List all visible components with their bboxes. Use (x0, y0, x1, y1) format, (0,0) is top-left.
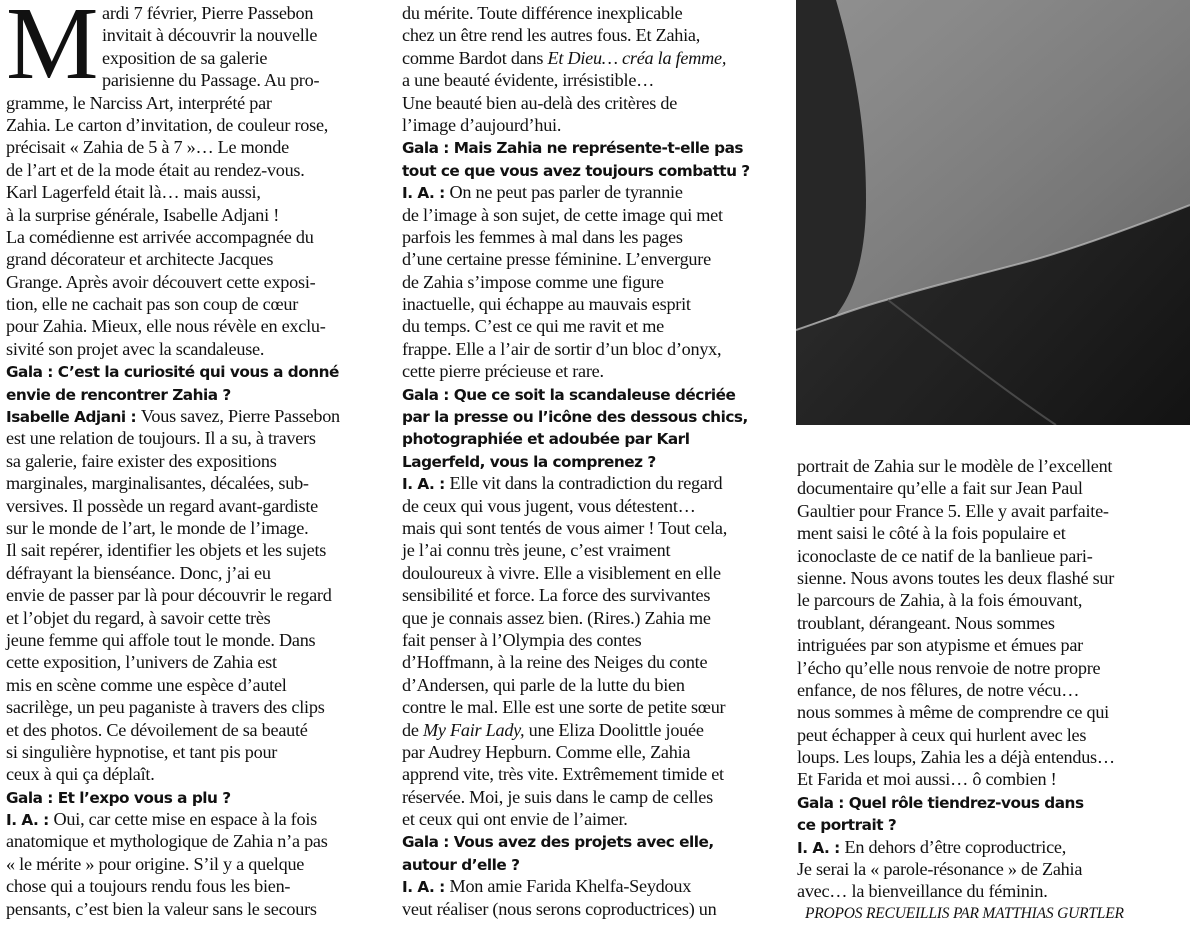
line-text: sienne. Nous avons toutes les deux flashé sur (797, 567, 1115, 588)
interview-question-line (402, 450, 774, 472)
line-text: enfance, de nos fêlures, de notre vécu… (797, 679, 1080, 700)
interview-question-line (6, 383, 378, 405)
article-text-line (402, 584, 774, 606)
article-text-line (402, 315, 774, 337)
speaker-label: Isabelle Adjani : (6, 408, 141, 427)
article-text-line (402, 539, 774, 561)
line-text: « le mérite » pour origine. S’il y a quelque (6, 853, 305, 874)
line-text: que je connais assez bien. (Rires.) Zahia me (402, 607, 711, 628)
article-text-line (6, 181, 378, 203)
line-text: mis en scène comme une espèce d’autel (6, 674, 287, 695)
line-text: Gala : C’est la curiosité qui vous a donné (6, 363, 339, 382)
article-text-line (6, 741, 378, 763)
line-text: a une beauté évidente, irrésistible… (402, 70, 655, 91)
article-text-line (6, 293, 378, 315)
line-text: Zahia. Le carton d’invitation, de couleur rose, (6, 114, 329, 135)
line-text: envie de passer par là pour découvrir le regard (6, 585, 332, 606)
line-text: Il sait repérer, identifier les objets et les sujets (6, 540, 327, 561)
article-column-3 (797, 455, 1182, 903)
article-text-line (797, 612, 1182, 634)
line-text: Mon amie Farida Khelfa-Seydoux (449, 876, 692, 897)
article-text-line (402, 248, 774, 270)
article-text-line (402, 786, 774, 808)
article-text-line (797, 746, 1182, 768)
line-text: douloureux à vivre. Elle a visiblement en elle (402, 562, 721, 583)
article-text-line (402, 24, 774, 46)
line-text: ment saisi le côté à la fois populaire et (797, 523, 1066, 544)
article-text-line (6, 562, 378, 584)
line-text: Gala : Et l’expo vous a plu ? (6, 788, 231, 807)
article-text-line (402, 674, 774, 696)
speaker-label: I. A. : (402, 184, 450, 203)
line-text: ardi 7 février, Pierre Passebon (102, 3, 314, 23)
article-text-line (797, 477, 1182, 499)
line-text: tion, elle ne cachait pas son coup de cœur (6, 294, 299, 315)
line-text: ce portrait ? (797, 816, 897, 835)
article-text-line (797, 455, 1182, 477)
article-text-line (402, 696, 774, 718)
line-text: parisienne du Passage. Au pro- (102, 70, 320, 91)
line-text: chez un être rend les autres fous. Et Zahia, (402, 25, 701, 46)
article-text-line (797, 858, 1182, 880)
article-text-line (6, 450, 378, 472)
article-text-line (797, 500, 1182, 522)
line-text: contre le mal. Elle est une sorte de petite sœur (402, 697, 726, 718)
line-text: Gala : Que ce soit la scandaleuse décriée (402, 385, 736, 404)
line-text-rest: une Eliza Doolittle jouée (524, 719, 704, 740)
line-text: veut réaliser (nous serons coproductrices) un (402, 898, 717, 919)
line-text: sur le monde de l’art, le monde de l’image. (6, 517, 309, 538)
article-text-line (402, 875, 774, 897)
line-text: tout ce que vous avez toujours combattu ? (402, 161, 750, 180)
interview-credit: PROPOS RECUEILLIS PAR MATTHIAS GURTLER (805, 905, 1124, 922)
article-text-line (6, 405, 378, 427)
article-text-line (6, 315, 378, 337)
article-text-line (6, 898, 378, 920)
line-text: invitait à découvrir la nouvelle (102, 25, 318, 46)
line-text: Grange. Après avoir découvert cette exposi- (6, 271, 316, 292)
line-text: photographiée et adoubée par Karl (402, 430, 690, 449)
article-text-line (797, 589, 1182, 611)
article-text-line (402, 92, 774, 114)
line-text: pour Zahia. Mieux, elle nous révèle en exclu- (6, 316, 326, 337)
interview-question-line (6, 786, 378, 808)
line-text: de l’image à son sujet, de cette image qui met (402, 204, 723, 225)
article-text-line (6, 136, 378, 158)
line-text: l’image d’aujourd’hui. (402, 114, 562, 135)
article-text-line (402, 293, 774, 315)
line-text: défrayant la bienséance. Donc, j’ai eu (6, 562, 271, 583)
article-text-line (6, 629, 378, 651)
line-text: En dehors d’être coproductrice, (844, 836, 1067, 857)
line-text: intriguées par son atypisme et émues par (797, 635, 1083, 656)
article-text-line (402, 719, 774, 741)
line-text: par la presse ou l’icône des dessous chics, (402, 408, 748, 427)
article-text-line (402, 271, 774, 293)
line-text: et ceux qui ont envie de l’aimer. (402, 809, 628, 830)
interview-question-line (797, 791, 1182, 813)
line-text: à la surprise générale, Isabelle Adjani ! (6, 204, 280, 225)
article-text-line (6, 495, 378, 517)
article-text-line (402, 181, 774, 203)
line-text: grand décorateur et architecte Jacques (6, 249, 274, 270)
line-text: peut échapper à ceux qui hurlent avec les (797, 724, 1087, 745)
article-text-line (6, 875, 378, 897)
line-text: avec… la bienveillance du féminin. (797, 881, 1048, 902)
interview-question-line (402, 383, 774, 405)
line-text: réservée. Moi, je suis dans le camp de celles (402, 786, 713, 807)
article-column-2 (402, 2, 774, 920)
article-text-line (6, 719, 378, 741)
article-text-line (402, 2, 774, 24)
line-text: d’une certaine presse féminine. L’envergure (402, 249, 711, 270)
line-text: du mérite. Toute différence inexplicable (402, 3, 683, 23)
article-text-line (6, 226, 378, 248)
article-text-line (6, 338, 378, 360)
interview-question-line (797, 813, 1182, 835)
article-text-line (402, 517, 774, 539)
article-text-line (402, 651, 774, 673)
line-text: troublant, dérangeant. Nous sommes (797, 612, 1055, 633)
line-text: loups. Les loups, Zahia les a déjà entendus… (797, 747, 1115, 768)
line-text: est une relation de toujours. Il a su, à travers (6, 428, 316, 449)
article-text-line (6, 427, 378, 449)
article-text-line (6, 696, 378, 718)
article-text-line (6, 584, 378, 606)
article-text-line (6, 114, 378, 136)
article-text-line (402, 338, 774, 360)
article-text-line (797, 567, 1182, 589)
line-text: de ceux qui vous jugent, vous détestent… (402, 495, 696, 516)
line-text: Gala : Vous avez des projets avec elle, (402, 833, 714, 852)
speaker-label: I. A. : (797, 838, 845, 857)
article-text-line (797, 701, 1182, 723)
article-text-line (402, 562, 774, 584)
article-photo (796, 0, 1190, 425)
line-text: envie de rencontrer Zahia ? (6, 385, 231, 404)
article-text-line (797, 522, 1182, 544)
article-text-line (6, 808, 378, 830)
interview-question-line (402, 830, 774, 852)
article-text-line (797, 836, 1182, 858)
line-text: gramme, le Narciss Art, interprété par (6, 92, 272, 113)
article-text-line (6, 830, 378, 852)
line-text: par Audrey Hepburn. Comme elle, Zahia (402, 741, 691, 762)
line-text: d’Hoffmann, à la reine des Neiges du conte (402, 652, 708, 673)
article-text-line (6, 674, 378, 696)
article-text-line (6, 248, 378, 270)
line-text: chose qui a toujours rendu fous les bien- (6, 876, 291, 897)
line-text: Gala : Mais Zahia ne représente-t-elle pas (402, 139, 744, 158)
line-text: mais qui sont tentés de vous aimer ! Tout cela, (402, 517, 728, 538)
line-text: autour d’elle ? (402, 855, 520, 874)
article-text-line (402, 607, 774, 629)
line-text: parfois les femmes à mal dans les pages (402, 226, 683, 247)
line-text: sa galerie, faire exister des expositions (6, 450, 277, 471)
interview-question-line (402, 405, 774, 427)
line-text: Oui, car cette mise en espace à la fois (53, 809, 317, 830)
line-text: et des photos. Ce dévoilement de sa beauté (6, 719, 308, 740)
drop-cap: M (6, 0, 97, 101)
speaker-label: I. A. : (402, 475, 450, 494)
line-text: iconoclaste de ce natif de la banlieue pari- (797, 545, 1093, 566)
line-text: cette exposition, l’univers de Zahia est (6, 652, 277, 673)
interview-question-line (402, 427, 774, 449)
article-text-line (6, 271, 378, 293)
article-text-line (6, 651, 378, 673)
line-text: La comédienne est arrivée accompagnée du (6, 226, 314, 247)
article-text-line (402, 808, 774, 830)
line-text: comme Bardot dans (402, 47, 548, 68)
line-text: Gaultier pour France 5. Elle y avait parfaite- (797, 500, 1109, 521)
line-text: d’Andersen, qui parle de la lutte du bien (402, 674, 685, 695)
line-text: ceux à qui ça déplaît. (6, 764, 155, 785)
line-text: fait penser à l’Olympia des contes (402, 629, 642, 650)
article-text-line (797, 545, 1182, 567)
line-text: le parcours de Zahia, à la fois émouvant, (797, 590, 1083, 611)
line-text: versives. Il possède un regard avant-gardiste (6, 495, 318, 516)
line-text: Et Farida et moi aussi… ô combien ! (797, 769, 1057, 790)
italic-title: My Fair Lady, (422, 719, 525, 740)
article-text-line (6, 517, 378, 539)
line-text: précisait « Zahia de 5 à 7 »… Le monde (6, 137, 289, 158)
line-text: de (402, 719, 423, 740)
article-text-line (797, 768, 1182, 790)
line-text: Une beauté bien au-delà des critères de (402, 92, 678, 113)
speaker-label: I. A. : (6, 811, 54, 830)
article-text-line (797, 657, 1182, 679)
line-text: pensants, c’est bien la valeur sans le secours (6, 898, 317, 919)
article-text-line (6, 763, 378, 785)
speaker-label: I. A. : (402, 878, 450, 897)
line-text: nous sommes à même de comprendre ce qui (797, 702, 1109, 723)
line-text: du temps. C’est ce qui me ravit et me (402, 316, 664, 337)
line-text: anatomique et mythologique de Zahia n’a pas (6, 831, 328, 852)
interview-question-line (402, 136, 774, 158)
article-text-line (402, 472, 774, 494)
line-text: apprend vite, très vite. Extrêmement timide et (402, 764, 724, 785)
line-text: de l’art et de la mode était au rendez-vous. (6, 159, 305, 180)
line-text: sacrilège, un peu paganiste à travers des clips (6, 697, 325, 718)
line-text: de Zahia s’impose comme une figure (402, 271, 664, 292)
article-column-1 (6, 2, 378, 920)
interview-question-line (402, 853, 774, 875)
line-text: si singulière hypnotise, et tant pis pour (6, 741, 278, 762)
article-text-line (6, 539, 378, 561)
article-text-line (6, 607, 378, 629)
line-text: portrait de Zahia sur le modèle de l’excellent (797, 456, 1113, 476)
article-text-line (402, 741, 774, 763)
line-text: sivité son projet avec la scandaleuse. (6, 338, 265, 359)
article-text-line (402, 360, 774, 382)
italic-title: Et Dieu… créa la femme, (547, 47, 727, 68)
article-text-line (402, 226, 774, 248)
line-text: je l’ai connu très jeune, c’est vraiment (402, 540, 671, 561)
photo-garment-image (796, 0, 1190, 425)
interview-question-line (402, 159, 774, 181)
line-text: Lagerfeld, vous la comprenez ? (402, 452, 656, 471)
interview-question-line (6, 360, 378, 382)
line-text: exposition de sa galerie (102, 47, 268, 68)
article-text-line (402, 114, 774, 136)
article-text-line (402, 204, 774, 226)
article-text-line (6, 472, 378, 494)
line-text: documentaire qu’elle a fait sur Jean Paul (797, 478, 1083, 499)
article-text-line (6, 159, 378, 181)
article-text-line (402, 69, 774, 91)
article-text-line (402, 47, 774, 69)
line-text: et l’objet du regard, à savoir cette très (6, 607, 271, 628)
article-text-line (797, 679, 1182, 701)
article-text-line (797, 634, 1182, 656)
line-text: marginales, marginalisantes, décalées, sub- (6, 473, 309, 494)
line-text: cette pierre précieuse et rare. (402, 361, 604, 382)
line-text: frappe. Elle a l’air de sortir d’un bloc d’onyx, (402, 338, 722, 359)
article-text-line (6, 204, 378, 226)
line-text: Vous savez, Pierre Passebon (140, 406, 340, 427)
article-text-line (6, 853, 378, 875)
line-text: sensibilité et force. La force des survivantes (402, 585, 711, 606)
article-text-line (797, 880, 1182, 902)
line-text: Gala : Quel rôle tiendrez-vous dans (797, 793, 1084, 812)
article-text-line (402, 763, 774, 785)
line-text: On ne peut pas parler de tyrannie (449, 182, 683, 203)
line-text: inactuelle, qui échappe au mauvais esprit (402, 294, 691, 315)
article-text-line (797, 724, 1182, 746)
article-text-line (402, 495, 774, 517)
line-text: Karl Lagerfeld était là… mais aussi, (6, 182, 261, 203)
line-text: l’écho qu’elle nous renvoie de notre propre (797, 657, 1101, 678)
line-text: Je serai la « parole-résonance » de Zahia (797, 859, 1083, 880)
article-text-line (402, 898, 774, 920)
article-text-line (402, 629, 774, 651)
line-text: jeune femme qui affole tout le monde. Dans (6, 629, 316, 650)
line-text: Elle vit dans la contradiction du regard (449, 473, 723, 494)
